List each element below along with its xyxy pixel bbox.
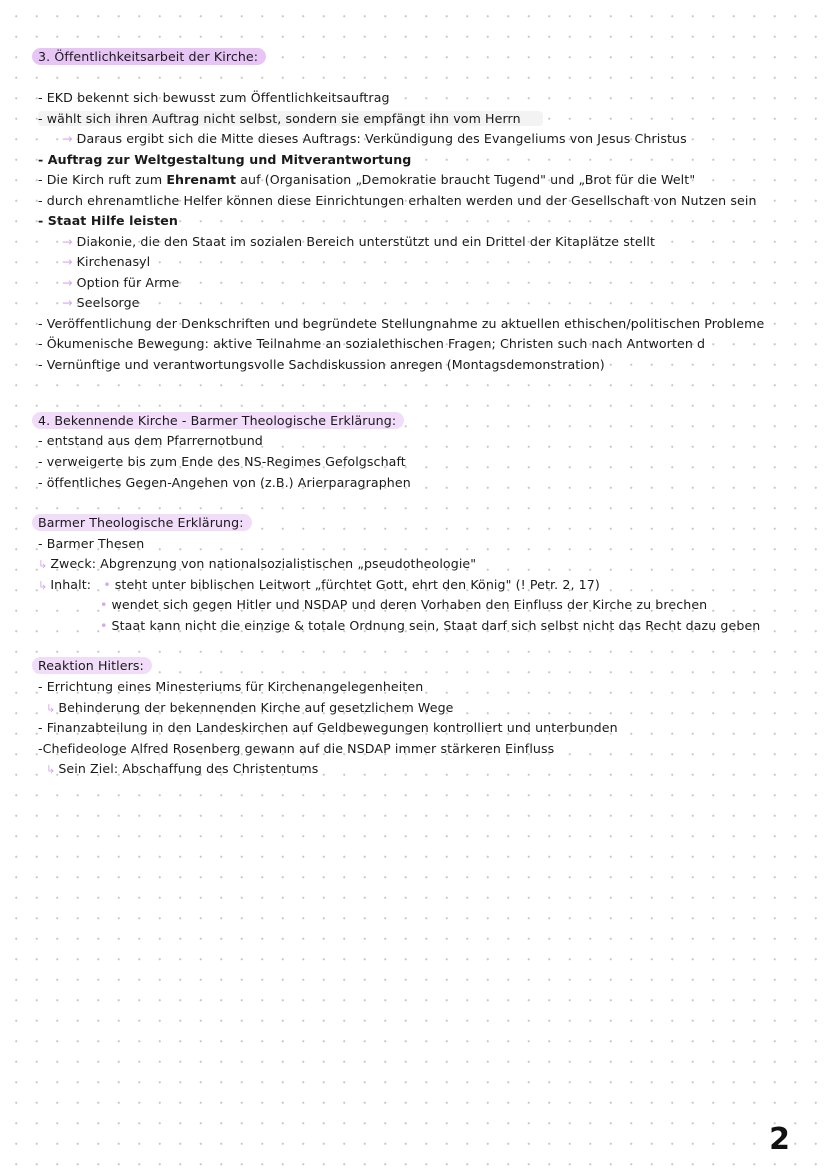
barmer-heading: Barmer Theologische Erklärung: [38, 514, 252, 531]
barmer-line-4: • wendet sich gegen Hitler und NSDAP und deren Vorhaben den Einfluss der Kirche zu brechen [100, 597, 708, 612]
s4-line-3: - öffentliches Gegen-Angehen von (z.B.) Arierparagraphen [38, 475, 411, 490]
arrow-right-icon: → [62, 131, 73, 146]
section-3-heading: 3. Öffentlichkeitsarbeit der Kirche: [38, 48, 266, 65]
page-number: 2 [769, 1122, 790, 1157]
s3-line-4: - Auftrag zur Weltgestaltung und Mitverantwortung [38, 152, 412, 167]
barmer-line-5: • Staat kann nicht die einzige & totale Ordnung sein, Staat darf sich selbst nicht das Recht dazu geben [100, 618, 761, 633]
s3-line-10: → Option für Arme [62, 275, 180, 290]
s3-line-14: - Vernünftige und verantwortungsvolle Sachdiskussion anregen (Montagsdemonstration) [38, 357, 605, 372]
barmer-line-2: ↳ Zweck: Abgrenzung von nationalsozialistischen „pseudotheologie" [38, 556, 477, 571]
arrow-right-icon: → [62, 254, 73, 269]
s3-line-2: - wählt sich ihren Auftrag nicht selbst, sondern sie empfängt ihn vom Herrn [38, 110, 543, 127]
arrow-right-icon: → [62, 275, 73, 290]
s3-line-6: - durch ehrenamtliche Helfer können diese Einrichtungen erhalten werden und der Gesellschaft von Nutzen sein [38, 193, 757, 208]
hook-arrow-icon: ↳ [38, 579, 48, 592]
reaktion-line-1: - Errichtung eines Minesteriums für Kirchenangelegenheiten [38, 679, 424, 694]
reaktion-line-3: - Finanzabteilung in den Landeskirchen auf Geldbewegungen kontrolliert und unterbunden [38, 720, 618, 735]
s3-line-7: - Staat Hilfe leisten [38, 213, 178, 228]
s4-line-2: - verweigerte bis zum Ende des NS-Regimes Gefolgschaft [38, 454, 406, 469]
barmer-line-1: - Barmer Thesen [38, 536, 145, 551]
barmer-line-3: ↳ Inhalt: • steht unter biblischen Leitwort „fürchtet Gott, ehrt den König" (! Petr. 2, 17) [38, 577, 600, 592]
reaktion-heading: Reaktion Hitlers: [38, 657, 152, 674]
bullet-icon: • [100, 597, 108, 612]
s3-line-12: - Veröffentlichung der Denkschriften und begründete Stellungnahme zu aktuellen ethischen/politischen Probleme [38, 316, 765, 331]
s3-line-5: - Die Kirch ruft zum Ehrenamt auf (Organisation „Demokratie braucht Tugend" und „Brot für die Welt" [38, 172, 696, 187]
reaktion-line-4: -Chefideologe Alfred Rosenberg gewann auf die NSDAP immer stärkeren Einfluss [38, 741, 555, 756]
s3-line-1: - EKD bekennt sich bewusst zum Öffentlichkeitsauftrag [38, 90, 390, 105]
bullet-icon: • [103, 577, 111, 592]
reaktion-line-2: ↳ Behinderung der bekennenden Kirche auf gesetzlichem Wege [46, 700, 454, 715]
s3-line-11: → Seelsorge [62, 295, 140, 310]
s3-line-13: - Ökumenische Bewegung: aktive Teilnahme an sozialethischen Fragen; Christen such nach Antworten d [38, 336, 706, 351]
reaktion-line-5: ↳ Sein Ziel: Abschaffung des Christentums [46, 761, 319, 776]
s3-line-8: → Diakonie, die den Staat im sozialen Bereich unterstützt und ein Drittel der Kitaplätze stellt [62, 234, 655, 249]
s3-line-3: → Daraus ergibt sich die Mitte dieses Auftrags: Verkündigung des Evangeliums von Jesus Christus [62, 131, 687, 146]
section-4-heading: 4. Bekennende Kirche - Barmer Theologische Erklärung: [38, 412, 404, 429]
s4-line-1: - entstand aus dem Pfarrernotbund [38, 433, 263, 448]
hook-arrow-icon: ↳ [46, 702, 56, 715]
s3-line-9: → Kirchenasyl [62, 254, 151, 269]
arrow-right-icon: → [62, 295, 73, 310]
arrow-right-icon: → [62, 234, 73, 249]
hook-arrow-icon: ↳ [46, 763, 56, 776]
hook-arrow-icon: ↳ [38, 558, 48, 571]
bullet-icon: • [100, 618, 108, 633]
